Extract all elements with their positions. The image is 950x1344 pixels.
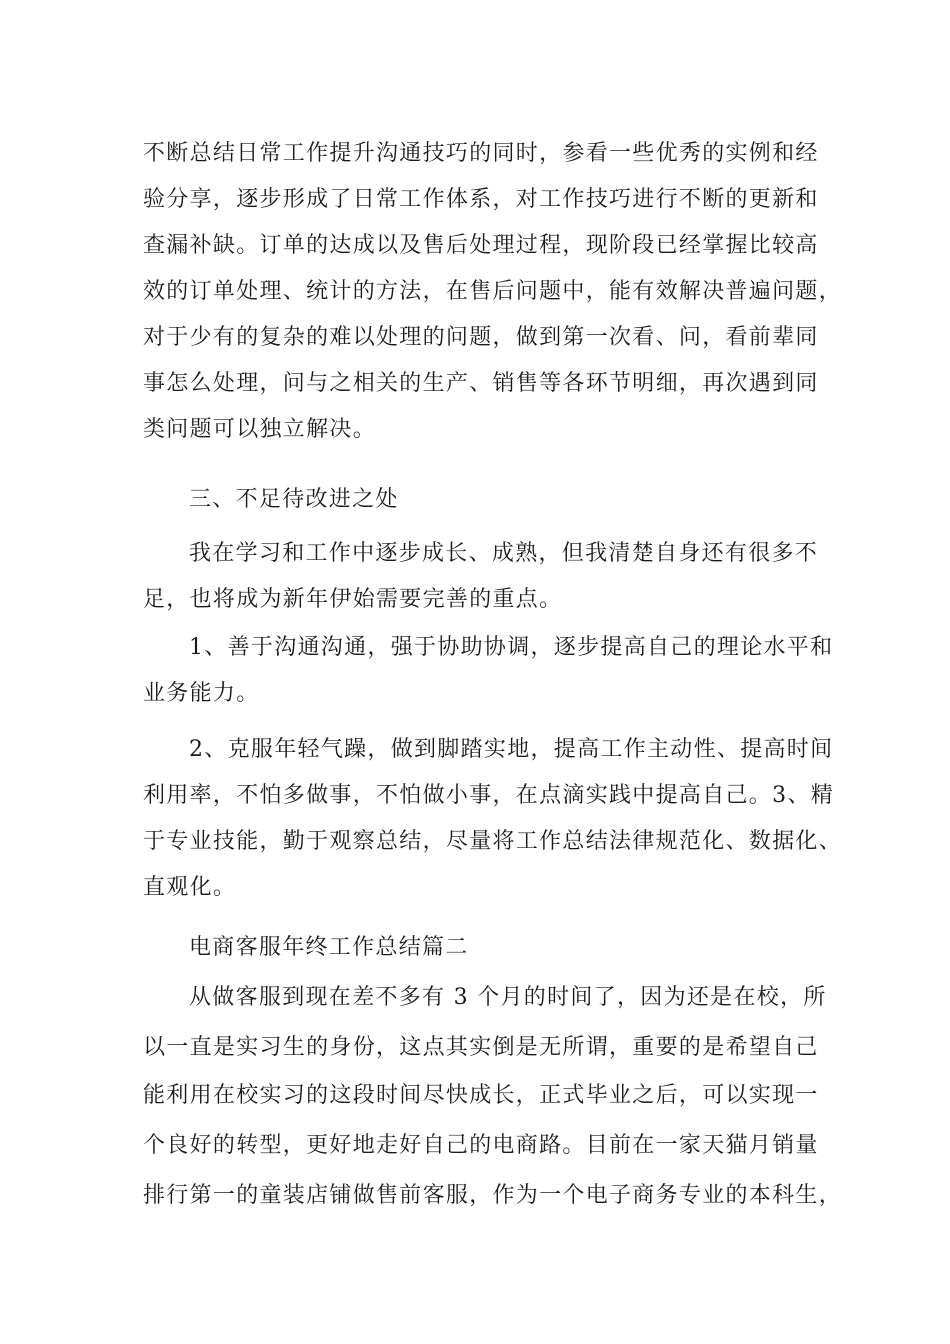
text-line: 验分享，逐步形成了日常工作体系，对工作技巧进行不断的更新和 [143,187,819,212]
text-line: 足，也将成为新年伊始需要完善的重点。 [143,587,563,612]
text-line: 不断总结日常工作提升沟通技巧的同时，参看一些优秀的实例和经 [143,141,819,166]
text-line: 于专业技能，勤于观察总结，尽量将工作总结法律规范化、数据化、 [143,829,843,854]
text-line: 事怎么处理，问与之相关的生产、销售等各环节明细，再次遇到同 [143,371,819,396]
text-line: 直观化。 [143,875,237,900]
list-item-text: 2、克服年轻气躁，做到脚踏实地，提高工作主动性、提高时间 [189,737,834,762]
text-line: 能利用在校实习的这段时间尽快成长，正式毕业之后，可以实现一 [143,1083,819,1108]
text-line: 从做客服到现在差不多有 3 个月的时间了，因为还是在校，所 [189,985,827,1010]
text-line: 利用率，不怕多做事，不怕做小事，在点滴实践中提高自己。3、精 [143,783,834,808]
text-line: 对于少有的复杂的难以处理的问题，做到第一次看、问，看前辈同 [143,325,819,350]
text-line: 个良好的转型，更好地走好自己的电商路。目前在一家天猫月销量 [143,1133,819,1158]
text-line: 业务能力。 [143,681,260,706]
section-heading: 三、不足待改进之处 [189,487,399,512]
list-item-text: 1、善于沟通沟通，强于协助协调，逐步提高自己的理论水平和 [189,635,834,660]
text-line: 类问题可以独立解决。 [143,417,377,442]
text-line: 效的订单处理、统计的方法，在售后问题中，能有效解决普遍问题， [143,279,843,304]
section-heading: 电商客服年终工作总结篇二 [189,935,469,960]
text-line: 排行第一的童装店铺做售前客服，作为一个电子商务专业的本科生， [143,1183,843,1208]
text-line: 以一直是实习生的身份，这点其实倒是无所谓，重要的是希望自己 [143,1035,819,1060]
text-line: 查漏补缺。订单的达成以及售后处理过程，现阶段已经掌握比较高 [143,233,819,258]
text-line: 我在学习和工作中逐步成长、成熟，但我清楚自身还有很多不 [189,541,819,566]
